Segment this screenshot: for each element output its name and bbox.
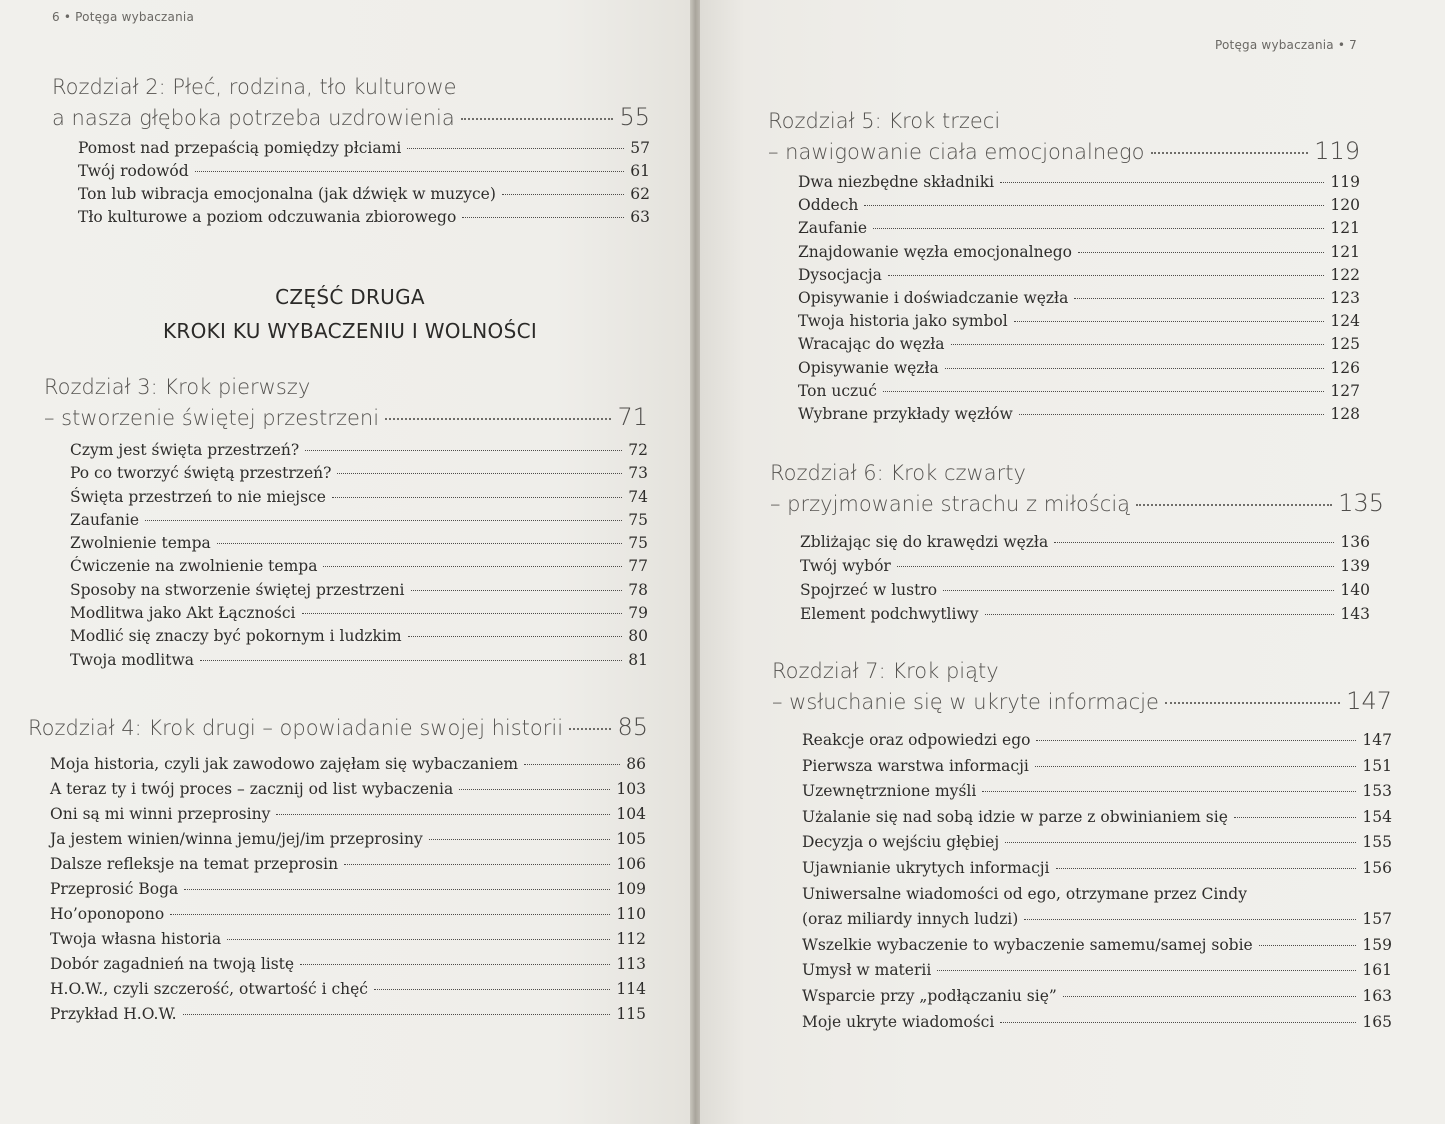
toc-entry [800, 581, 1370, 605]
entry-page: 157 [1362, 910, 1392, 929]
entry-title: Przykład H.O.W. [50, 1005, 177, 1023]
toc-entry [802, 808, 1392, 834]
entry-page: 156 [1362, 858, 1392, 877]
entry-title: Oni są mi winni przeprosiny [50, 805, 271, 823]
entry-page: 80 [628, 627, 648, 646]
entry-title: Element podchwytliwy [800, 605, 979, 623]
dot-leader [385, 418, 611, 420]
toc-entry [70, 581, 648, 604]
entry-title: Ton lub wibracja emocjonalna (jak dźwięk w muzyce) [78, 185, 496, 203]
dot-leader [943, 590, 1334, 591]
chapter-title-line2: – wsłuchanie się w ukryte informacje [772, 690, 1159, 714]
toc-entry [798, 196, 1360, 219]
chapter-title-row [768, 136, 1360, 167]
dot-leader [337, 473, 622, 474]
toc-list [800, 533, 1370, 629]
dot-leader [982, 791, 1356, 792]
dot-leader [1063, 996, 1357, 997]
entry-page: 119 [1330, 173, 1360, 191]
entry-page: 74 [628, 487, 648, 506]
chapter-title-row [28, 712, 648, 743]
dot-leader [195, 171, 625, 172]
toc-entry [802, 833, 1392, 859]
dot-leader [407, 148, 624, 149]
dot-leader [1234, 817, 1357, 818]
entry-title: Po co tworzyć świętą przestrzeń? [70, 464, 332, 483]
entry-page: 122 [1330, 265, 1360, 284]
toc-entry [802, 782, 1392, 808]
entry-page: 62 [630, 185, 650, 203]
entry-page: 121 [1330, 219, 1360, 238]
toc-entry [50, 780, 646, 805]
toc-entry [798, 266, 1360, 289]
entry-page: 78 [628, 580, 648, 599]
entry-page: 105 [616, 830, 646, 848]
entry-page: 57 [630, 139, 650, 157]
chapter-page: 135 [1338, 489, 1384, 517]
entry-page: 165 [1362, 1012, 1392, 1031]
dot-leader [945, 368, 1325, 369]
chapter-7 [772, 656, 1392, 1038]
toc-entry [70, 441, 648, 464]
dot-leader [429, 839, 611, 840]
entry-title: Modlić się znaczy być pokornym i ludzkim [70, 627, 402, 646]
entry-title: Uniwersalne wiadomości od ego, otrzymane przez Cindy [802, 884, 1247, 903]
dot-leader [873, 228, 1324, 229]
entry-page: 151 [1362, 756, 1392, 775]
dot-leader [888, 275, 1324, 276]
toc-entry [802, 910, 1392, 936]
entry-page: 86 [626, 755, 646, 773]
entry-title: Ho’oponopono [50, 905, 165, 923]
toc-entry [802, 1013, 1392, 1039]
dot-leader [1151, 152, 1309, 154]
entry-title: Wybrane przykłady węzłów [798, 404, 1013, 423]
dot-leader [332, 497, 622, 498]
entry-page: 126 [1330, 358, 1360, 377]
entry-title: (oraz miliardy innych ludzi) [802, 910, 1019, 929]
right-page [700, 0, 1445, 1124]
dot-leader [1014, 321, 1325, 322]
chapter-title-line1: Rozdział 5: Krok trzeci [768, 109, 1001, 133]
entry-title: Twój rodowód [78, 162, 189, 180]
toc-entry [70, 557, 648, 580]
entry-title: Święta przestrzeń to nie miejsce [70, 487, 326, 506]
toc-entry [798, 173, 1360, 196]
dot-leader [1259, 945, 1357, 946]
dot-leader [937, 970, 1356, 971]
entry-title: Ćwiczenie na zwolnienie tempa [70, 557, 318, 576]
dot-leader [411, 590, 623, 591]
entry-title: Moja historia, czyli jak zawodowo zajęłam się wybaczaniem [50, 755, 519, 773]
chapter-page: 147 [1346, 687, 1392, 715]
dot-leader [305, 450, 622, 451]
entry-page: 155 [1362, 833, 1392, 852]
left-page [0, 0, 692, 1124]
chapter-4 [28, 712, 648, 1030]
chapter-title-line2: – nawigowanie ciała emocjonalnego [768, 140, 1145, 164]
entry-page: 79 [628, 604, 648, 623]
entry-page: 123 [1330, 288, 1360, 307]
entry-title: Zaufanie [70, 510, 140, 529]
chapter-page: 85 [617, 713, 648, 741]
chapter-3 [44, 372, 648, 674]
toc-entry [70, 511, 648, 534]
toc-entry [50, 755, 646, 780]
entry-page: 81 [628, 650, 648, 669]
running-head-right: Potęga wybaczania • 7 [1215, 38, 1357, 52]
dot-leader [1036, 740, 1356, 741]
toc-entry [800, 605, 1370, 629]
part-heading [60, 280, 640, 348]
toc-entry [802, 757, 1392, 783]
dot-leader [217, 543, 623, 544]
toc-list [798, 173, 1360, 428]
toc-entry [798, 405, 1360, 428]
entry-page: 110 [616, 905, 646, 923]
toc-entry [802, 961, 1392, 987]
entry-title: Sposoby na stworzenie świętej przestrzeni [70, 580, 405, 599]
chapter-title-row [44, 402, 648, 433]
toc-entry [78, 208, 650, 231]
toc-entry [798, 312, 1360, 335]
entry-title: Czym jest święta przestrzeń? [70, 441, 300, 459]
dot-leader [462, 217, 624, 218]
entry-page: 125 [1330, 335, 1360, 354]
entry-title: Twoja własna historia [50, 930, 222, 948]
chapter-title-line1: Rozdział 7: Krok piąty [772, 659, 999, 683]
dot-leader [524, 764, 620, 765]
toc-entry [70, 627, 648, 650]
entry-title: H.O.W., czyli szczerość, otwartość i chęć [50, 980, 368, 998]
entry-page: 128 [1330, 404, 1360, 423]
toc-entry [798, 243, 1360, 266]
entry-page: 63 [630, 208, 650, 226]
toc-entry [70, 464, 648, 487]
toc-entry [50, 930, 646, 955]
entry-title: Ujawnianie ukrytych informacji [802, 858, 1050, 877]
dot-leader [461, 118, 614, 120]
chapter-6 [770, 458, 1384, 629]
toc-entry [78, 162, 650, 185]
toc-entry [70, 488, 648, 511]
dot-leader [276, 814, 610, 815]
toc-entry [50, 1005, 646, 1030]
dot-leader [344, 864, 610, 865]
dot-leader [1019, 414, 1325, 415]
entry-page: 161 [1362, 961, 1392, 980]
entry-page: 61 [630, 162, 650, 180]
entry-title: Zbliżając się do krawędzi węzła [800, 533, 1049, 551]
dot-leader [1165, 702, 1340, 704]
chapter-title-line1: Rozdział 4: Krok drugi – opowiadanie swojej historii [28, 716, 564, 740]
entry-page: 75 [628, 510, 648, 529]
toc-entry [70, 651, 648, 674]
entry-title: Ja jestem winien/winna jemu/jej/im przeprosiny [50, 830, 423, 848]
entry-page: 113 [616, 955, 646, 973]
chapter-5 [768, 106, 1360, 428]
chapter-title-line2: – przyjmowanie strachu z miłością [770, 492, 1131, 516]
chapter-title-line2: a nasza głęboka potrzeba uzdrowienia [52, 106, 455, 130]
dot-leader [183, 1014, 611, 1015]
chapter-title-row [772, 686, 1392, 717]
entry-page: 121 [1330, 242, 1360, 261]
dot-leader [302, 613, 623, 614]
dot-leader [1136, 504, 1332, 506]
toc-entry [50, 980, 646, 1005]
dot-leader [459, 789, 610, 790]
dot-leader [408, 636, 623, 637]
entry-page: 124 [1330, 312, 1360, 331]
entry-title: Pierwsza warstwa informacji [802, 756, 1029, 775]
entry-page: 143 [1340, 605, 1370, 623]
entry-title: Reakcje oraz odpowiedzi ego [802, 731, 1031, 749]
chapter-title-line1: Rozdział 3: Krok pierwszy [44, 375, 311, 399]
entry-page: 120 [1330, 196, 1360, 215]
toc-list [802, 731, 1392, 1038]
entry-page: 103 [616, 780, 646, 798]
toc-entry [802, 731, 1392, 757]
entry-title: Spojrzeć w lustro [800, 581, 938, 599]
entry-title: Dwa niezbędne składniki [798, 173, 995, 191]
toc-entry [798, 289, 1360, 312]
toc-entry [78, 185, 650, 208]
dot-leader [1000, 182, 1324, 183]
toc-entry [802, 859, 1392, 885]
entry-page: 77 [628, 557, 648, 576]
dot-leader [897, 566, 1335, 567]
toc-entry [50, 805, 646, 830]
chapter-title-line1: Rozdział 2: Płeć, rodzina, tło kulturowe [52, 75, 457, 99]
entry-title: Opisywanie węzła [798, 358, 939, 377]
dot-leader [1054, 542, 1334, 543]
entry-title: Tło kulturowe a poziom odczuwania zbiorowego [78, 208, 457, 226]
entry-page: 140 [1340, 581, 1370, 599]
entry-title: Znajdowanie węzła emocjonalnego [798, 242, 1073, 261]
toc-entry [50, 830, 646, 855]
chapter-page: 55 [619, 103, 650, 131]
part-number: CZĘŚĆ DRUGA [275, 285, 425, 309]
toc-entry [802, 987, 1392, 1013]
entry-title: A teraz ty i twój proces – zacznij od list wybaczenia [50, 780, 454, 798]
entry-page: 154 [1362, 807, 1392, 826]
running-head-left: 6 • Potęga wybaczania [52, 10, 194, 24]
entry-title: Wszelkie wybaczenie to wybaczenie samemu/samej sobie [802, 935, 1253, 954]
entry-title: Ton uczuć [798, 381, 877, 400]
toc-entry [50, 955, 646, 980]
entry-title: Dysocjacja [798, 265, 882, 284]
toc-list [70, 441, 648, 674]
entry-title: Dobór zagadnień na twoją listę [50, 955, 295, 973]
chapter-page: 71 [617, 403, 648, 431]
entry-title: Twój wybór [800, 557, 891, 575]
entry-title: Zaufanie [798, 219, 868, 238]
entry-title: Wsparcie przy „podłączaniu się” [802, 986, 1057, 1005]
toc-entry [798, 359, 1360, 382]
dot-leader [145, 520, 622, 521]
dot-leader [323, 566, 622, 567]
entry-page: 114 [616, 980, 646, 998]
chapter-title-line2: – stworzenie świętej przestrzeni [44, 406, 380, 430]
toc-entry [50, 855, 646, 880]
entry-title: Moje ukryte wiadomości [802, 1012, 995, 1031]
entry-page: 73 [628, 464, 648, 483]
toc-entry [50, 905, 646, 930]
entry-title: Opisywanie i doświadczanie węzła [798, 288, 1069, 307]
chapter-title-row [770, 488, 1384, 519]
dot-leader [1000, 1022, 1356, 1023]
entry-title: Oddech [798, 196, 859, 215]
entry-page: 104 [616, 805, 646, 823]
toc-entry [70, 534, 648, 557]
dot-leader [1035, 766, 1357, 767]
dot-leader [1005, 842, 1356, 843]
entry-page: 136 [1340, 533, 1370, 551]
dot-leader [985, 614, 1335, 615]
entry-page: 127 [1330, 381, 1360, 400]
toc-entry [70, 604, 648, 627]
entry-page: 106 [616, 855, 646, 873]
toc-entry [78, 139, 650, 162]
dot-leader [1074, 298, 1324, 299]
toc-entry [802, 936, 1392, 962]
entry-title: Przeprosić Boga [50, 880, 179, 898]
entry-page: 112 [616, 930, 646, 948]
dot-leader [1024, 919, 1356, 920]
chapter-2 [52, 72, 650, 231]
dot-leader [864, 205, 1324, 206]
dot-leader [200, 660, 622, 661]
toc-entry [798, 382, 1360, 405]
chapter-page: 119 [1314, 137, 1360, 165]
toc-entry [800, 557, 1370, 581]
entry-title: Uzewnętrznione myśli [802, 782, 977, 801]
toc-list [78, 139, 650, 231]
entry-page: 153 [1362, 782, 1392, 801]
dot-leader [227, 939, 610, 940]
entry-page: 75 [628, 534, 648, 553]
chapter-title-line1: Rozdział 6: Krok czwarty [770, 461, 1026, 485]
dot-leader [1078, 252, 1324, 253]
entry-title: Twoja modlitwa [70, 650, 194, 669]
entry-page: 159 [1362, 935, 1392, 954]
entry-title: Twoja historia jako symbol [798, 312, 1008, 331]
part-title: KROKI KU WYBACZENIU I WOLNOŚCI [162, 319, 538, 343]
toc-entry [50, 880, 646, 905]
dot-leader [1056, 868, 1357, 869]
toc-entry [800, 533, 1370, 557]
dot-leader [184, 889, 610, 890]
entry-title: Umysł w materii [802, 961, 932, 980]
toc-entry [802, 885, 1392, 911]
entry-title: Dalsze refleksje na temat przeprosin [50, 855, 339, 873]
entry-page: 109 [616, 880, 646, 898]
entry-title: Zwolnienie tempa [70, 534, 211, 553]
dot-leader [569, 728, 611, 730]
entry-title: Wracając do węzła [798, 335, 945, 354]
dot-leader [502, 194, 624, 195]
chapter-title-row [52, 102, 650, 133]
entry-title: Użalanie się nad sobą idzie w parze z obwinianiem się [802, 807, 1228, 826]
entry-page: 139 [1340, 557, 1370, 575]
entry-title: Modlitwa jako Akt Łączności [70, 604, 296, 623]
toc-entry [798, 219, 1360, 242]
toc-entry [798, 335, 1360, 358]
entry-title: Decyzja o wejściu głębiej [802, 833, 1000, 852]
entry-page: 147 [1362, 731, 1392, 749]
entry-page: 163 [1362, 986, 1392, 1005]
entry-page: 115 [616, 1005, 646, 1023]
dot-leader [300, 964, 610, 965]
dot-leader [951, 344, 1325, 345]
entry-title: Pomost nad przepaścią pomiędzy płciami [78, 139, 402, 157]
entry-page: 72 [628, 441, 648, 459]
toc-list [50, 755, 646, 1030]
dot-leader [170, 914, 610, 915]
dot-leader [883, 391, 1325, 392]
dot-leader [374, 989, 610, 990]
